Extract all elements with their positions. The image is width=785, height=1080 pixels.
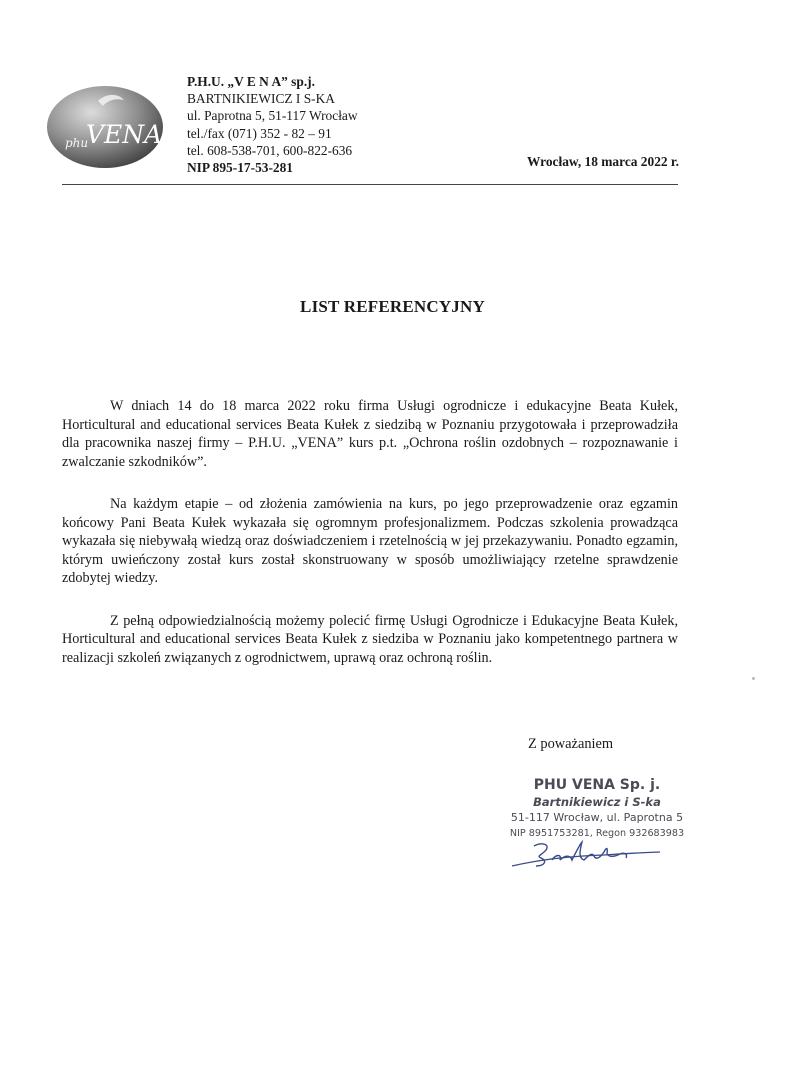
company-owners: BARTNIKIEWICZ I S-KA	[187, 91, 335, 107]
company-fax: tel./fax (071) 352 - 82 – 91	[187, 125, 332, 141]
company-info	[187, 73, 358, 176]
stamp-line-1: PHU VENA Sp. j.	[533, 777, 661, 793]
paragraph-2: Na każdym etapie – od złożenia zamówienia na kurs, po jego przeprowadzenie oraz egzamin końcowy Pani Beata Kułek wykazała się ogromnym profesjonalizmem. Podczas szkolenia prowadząca wykazała się niebywałą wiedzą oraz doświadczeniem i rzetelnością w jej przekazywaniu. Ponadto egzamin, którym uwieńczony został kurs został skonstruowany w sposób umożliwiający rzetelne sprawdzenie zdobytej wiedzy.	[62, 496, 678, 586]
handwritten-signature	[508, 838, 668, 872]
paragraph-3: Z pełną odpowiedzialnością możemy polecić firmę Usługi Ogrodnicze i Edukacyjne Beata Kułek, Horticultural and educational services Beata Kułek z siedziba w Poznaniu jako kompetentnego partnera w realizacji szkoleń związanych z ogrodnictwem, uprawą oraz ochroną roślin.	[62, 612, 678, 666]
logo-text-big: VENA	[86, 120, 163, 149]
letter-date: Wrocław, 18 marca 2022 r.	[527, 154, 679, 169]
scan-speck	[752, 677, 755, 680]
company-stamp	[506, 776, 688, 841]
company-phones: tel. 608-538-701, 600-822-636	[187, 142, 353, 158]
stamp-line-3: 51-117 Wrocław, ul. Paprotna 5	[510, 811, 684, 824]
company-nip: NIP 895-17-53-281	[187, 160, 293, 176]
letter-body	[62, 397, 678, 691]
letter-title: LIST REFERENCYJNY	[300, 297, 485, 316]
company-address: ul. Paprotna 5, 51-117 Wrocław	[187, 108, 358, 124]
header-divider	[62, 184, 678, 185]
stamp-line-4: NIP 8951753281, Regon 932683983	[509, 828, 685, 839]
logo-text-small: phu	[65, 136, 89, 150]
stamp-line-2: Bartnikiewicz i S-ka	[533, 795, 661, 809]
paragraph-1: W dniach 14 do 18 marca 2022 roku firma Usługi ogrodnicze i edukacyjne Beata Kułek, Horticultural and educational services Beata Kułek z siedzibą w Poznaniu przygotowała i przeprowadziła dla pracownika naszej firmy – P.H.U. „VENA” kurs p.t. „Ochrona roślin ozdobnych – rozpoznawanie i zwalczanie szkodników”.	[62, 398, 678, 470]
company-name: P.H.U. „V E N A” sp.j.	[187, 74, 315, 89]
company-logo	[46, 85, 164, 169]
closing-greeting: Z poważaniem	[528, 736, 614, 752]
